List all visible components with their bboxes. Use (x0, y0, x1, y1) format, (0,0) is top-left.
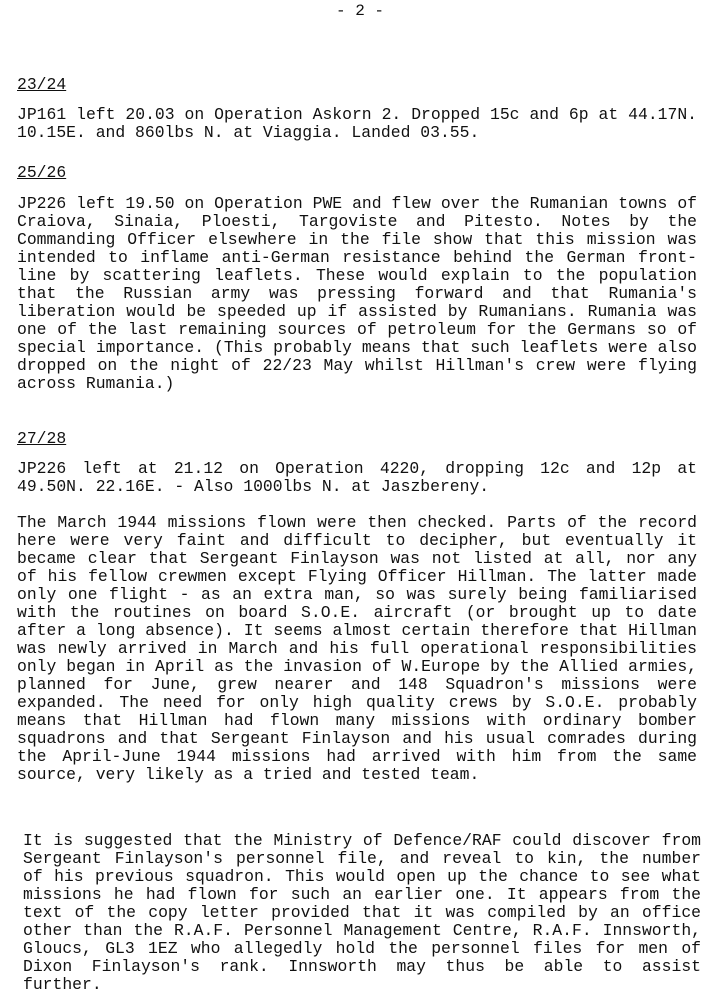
paragraph-suggestion (23, 832, 701, 994)
entry-date-heading: 27/28 (17, 429, 67, 448)
entry-text: JP226 left at 21.12 on Operation 4220, dropping 12c and 12p at 49.50N. 22.16E. - Also 1000lbs N. at Jaszbereny. (17, 459, 697, 496)
body-paragraph: The March 1944 missions flown were then checked. Parts of the record here were very faint and difficult to decipher, but eventually it became clear that Sergeant Finlayson was not listed at all, nor any of his fellow crewmen except Flying Officer Hillman. The latter made only one flight - as an extra man, so was surely being familiarised with the routines on board S.O.E. aircraft (or brought up to date after a long absence). It seems almost certain therefore that Hillman was newly arrived in March and his full operational responsibilities only began in April as the invasion of W.Europe by the Allied armies, planned for June, grew nearer and 148 Squadron's missions were expanded. The need for only high quality crews by S.O.E. probably means that Hillman had flown many missions with ordinary bomber squadrons and that Sergeant Finlayson and his usual comrades during the April-June 1944 missions had arrived with him from the same source, very likely as a tried and tested team. (17, 513, 697, 784)
page-number: - 2 - (335, 2, 384, 20)
entry-23-24 (17, 76, 697, 94)
entry-text: JP161 left 20.03 on Operation Askorn 2. Dropped 15c and 6p at 44.17N. 10.15E. and 860lbs N. at Viaggia. Landed 03.55. (17, 105, 697, 142)
entry-date-heading: 25/26 (17, 163, 67, 182)
entry-date-heading: 23/24 (17, 75, 67, 94)
paragraph-march-missions (17, 514, 697, 784)
entry-27-28 (17, 430, 697, 448)
entry-23-24-body (17, 106, 697, 142)
entry-27-28-body (17, 460, 697, 496)
entry-25-26 (17, 164, 697, 182)
entry-text: JP226 left 19.50 on Operation PWE and flew over the Rumanian towns of Craiova, Sinaia, Ploesti, Targoviste and Pitesto. Notes by the Commanding Officer elsewhere in the file show that this mission was intended to inflame anti-German resistance behind the German front-line by scattering leaflets. These would explain to the population that the Russian army was pressing forward and that Rumania's liberation would be speeded up if assisted by Rumanians. Rumania was one of the last remaining sources of petroleum for the Germans so of special importance. (This probably means that such leaflets were also dropped on the night of 22/23 May whilst Hillman's crew were flying across Rumania.) (17, 194, 697, 393)
entry-25-26-body (17, 195, 697, 393)
body-paragraph: It is suggested that the Ministry of Defence/RAF could discover from Sergeant Finlayson's personnel file, and reveal to kin, the number of his previous squadron. This would open up the chance to see what missions he had flown for such an earlier one. It appears from the text of the copy letter provided that it was compiled by an office other than the R.A.F. Personnel Management Centre, R.A.F. Innsworth, Gloucs, GL3 1EZ who allegedly hold the personnel files for men of Dixon Finlayson's rank. Innsworth may thus be able to assist further. (23, 831, 701, 994)
